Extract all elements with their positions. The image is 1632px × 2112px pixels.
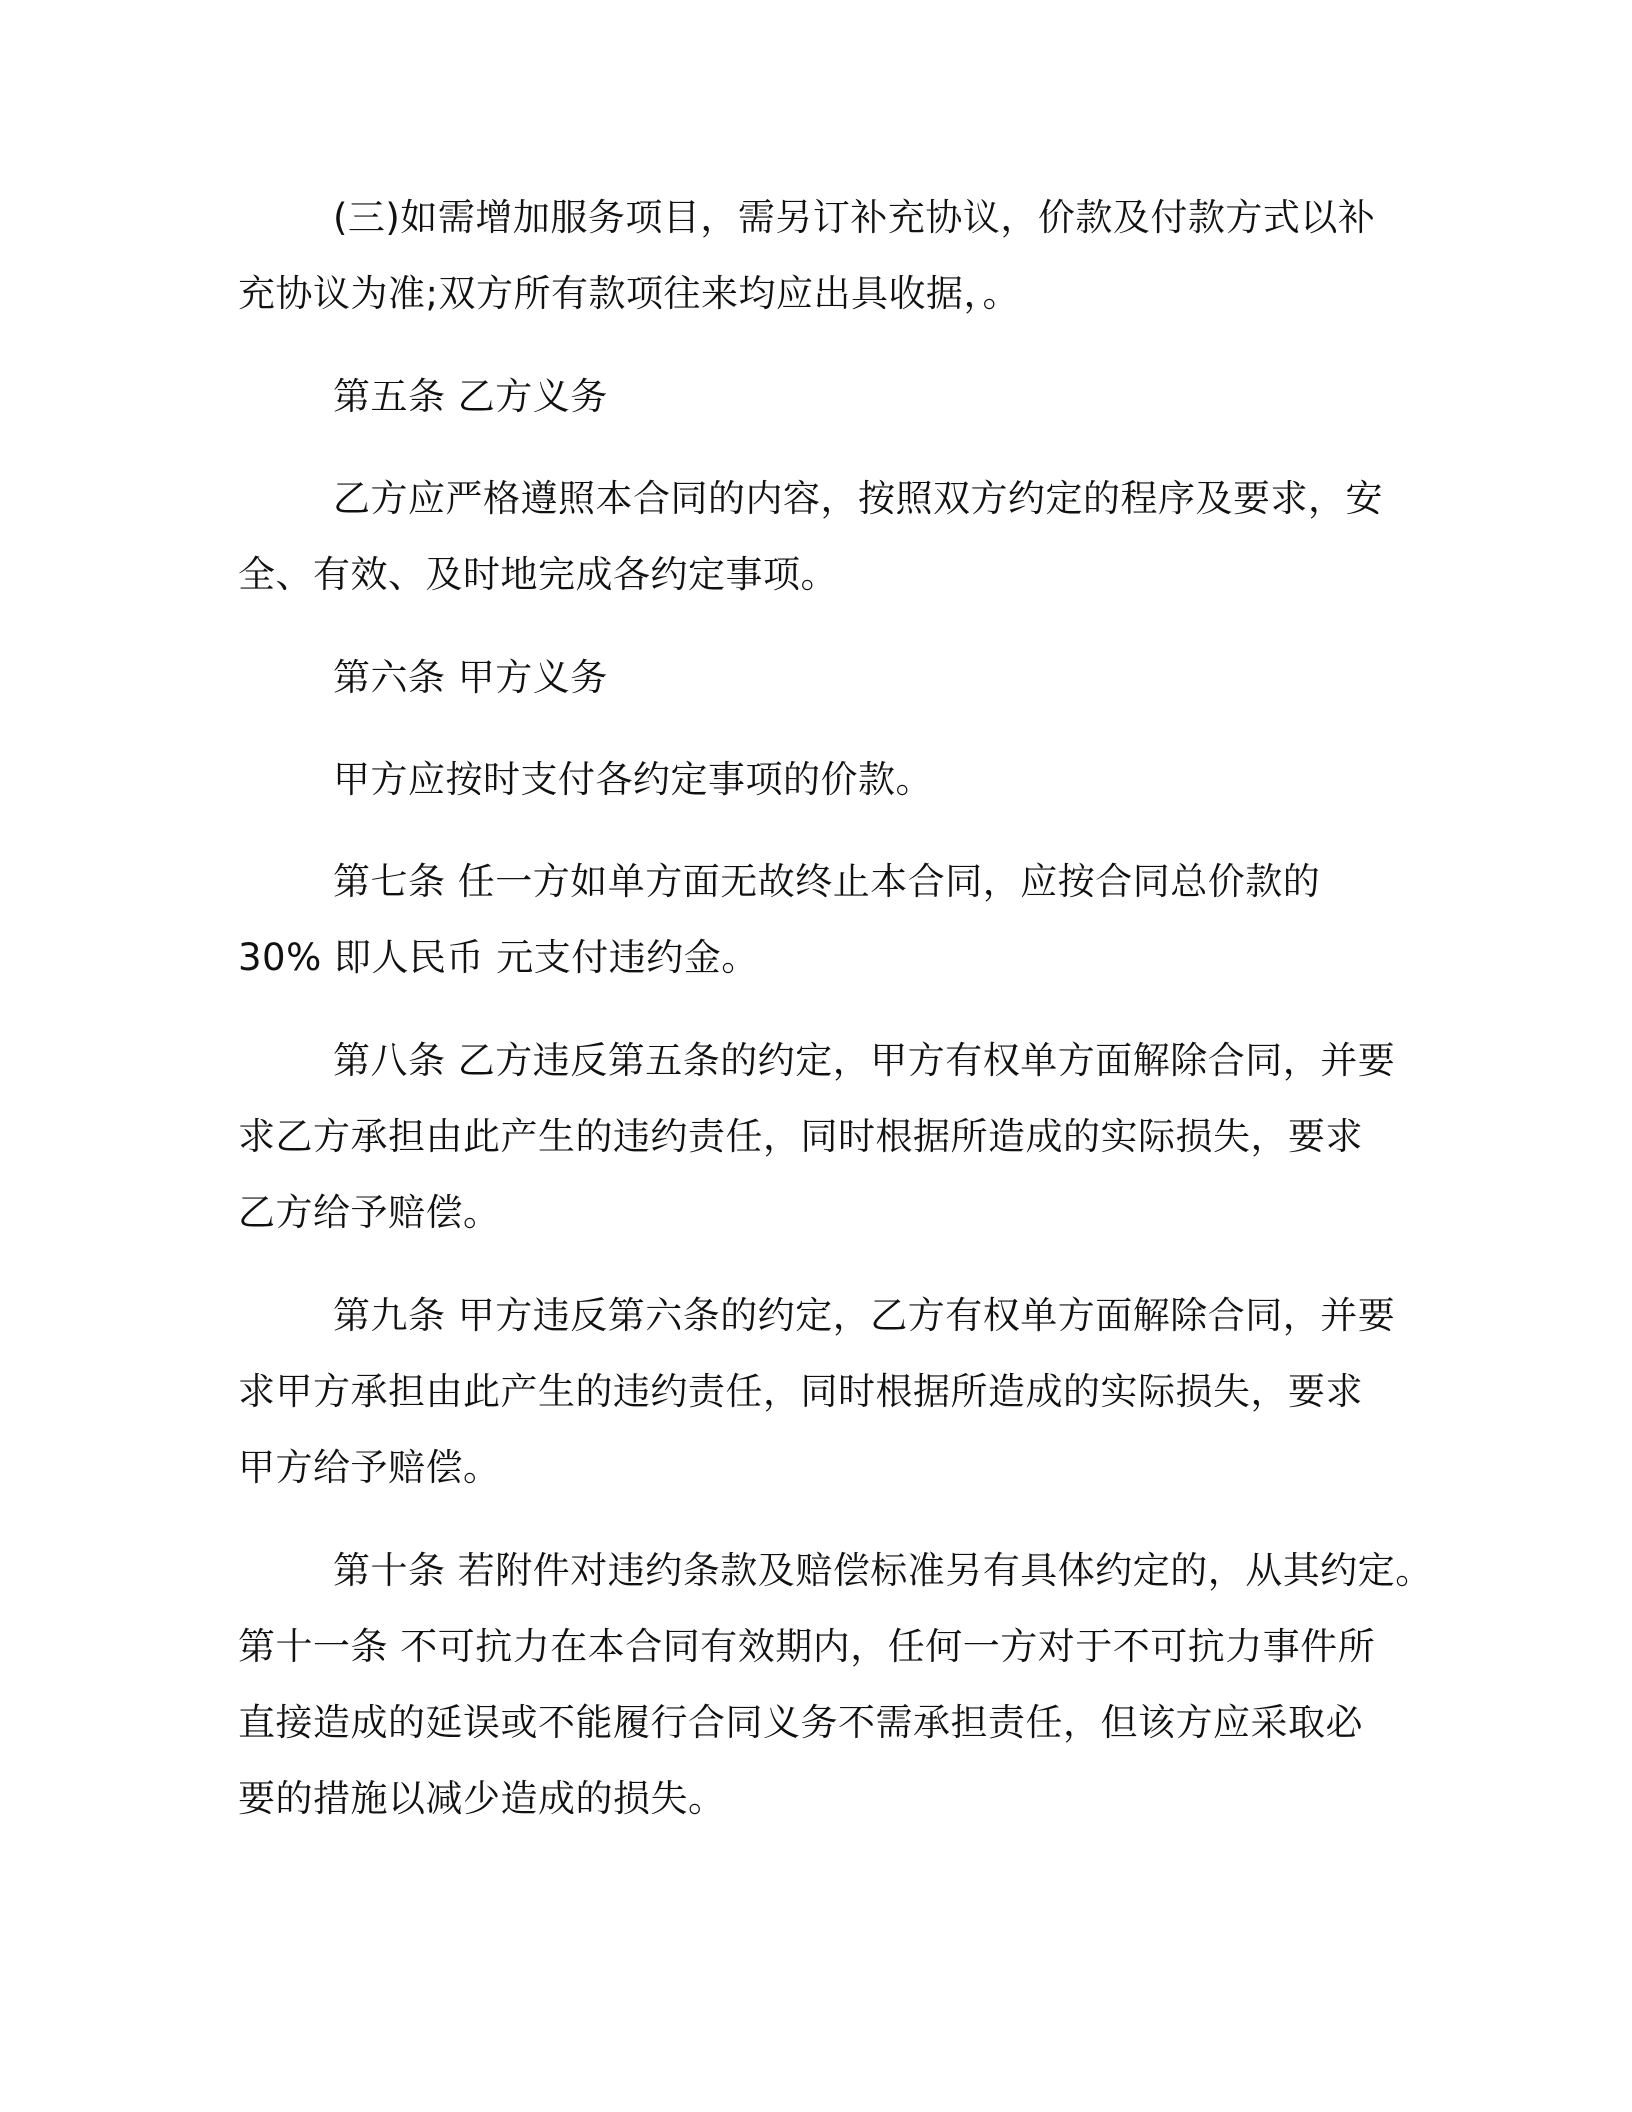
text-line: 第十一条 不可抗力在本合同有效期内，任何一方对于不可抗力事件所 <box>238 1625 1376 1668</box>
text-line: 30% 即人民币 元支付违约金。 <box>238 936 759 979</box>
text-line: 第八条 乙方违反第五条的约定，甲方有权单方面解除合同，并要 <box>333 1039 1396 1082</box>
text-line: 第九条 甲方违反第六条的约定，乙方有权单方面解除合同，并要 <box>333 1294 1396 1337</box>
text-line: 充协议为准;双方所有款项往来均应出具收据，。 <box>238 272 1020 315</box>
text-line: 乙方应严格遵照本合同的内容，按照双方约定的程序及要求，安 <box>333 477 1383 520</box>
text-line: 要的措施以减少造成的损失。 <box>238 1777 726 1820</box>
text-line: 求乙方承担由此产生的违约责任，同时根据所造成的实际损失，要求 <box>238 1115 1363 1158</box>
text-line: 甲方给予赔偿。 <box>238 1446 501 1489</box>
text-line: (三)如需增加服务项目，需另订补充协议，价款及付款方式以补 <box>333 196 1376 239</box>
text-line: 全、有效、及时地完成各约定事项。 <box>238 553 838 596</box>
text-line: 乙方给予赔偿。 <box>238 1191 501 1234</box>
text-line: 求甲方承担由此产生的违约责任，同时根据所造成的实际损失，要求 <box>238 1370 1363 1413</box>
text-line: 甲方应按时支付各约定事项的价款。 <box>333 758 933 801</box>
section-heading: 第六条 甲方义务 <box>333 656 608 699</box>
section-heading: 第五条 乙方义务 <box>333 375 608 418</box>
text-line: 直接造成的延误或不能履行合同义务不需承担责任，但该方应采取必 <box>238 1701 1363 1744</box>
text-line: 第七条 任一方如单方面无故终止本合同，应按合同总价款的 <box>333 860 1321 903</box>
text-line: 第十条 若附件对违约条款及赔偿标准另有具体约定的，从其约定。 <box>333 1549 1433 1592</box>
